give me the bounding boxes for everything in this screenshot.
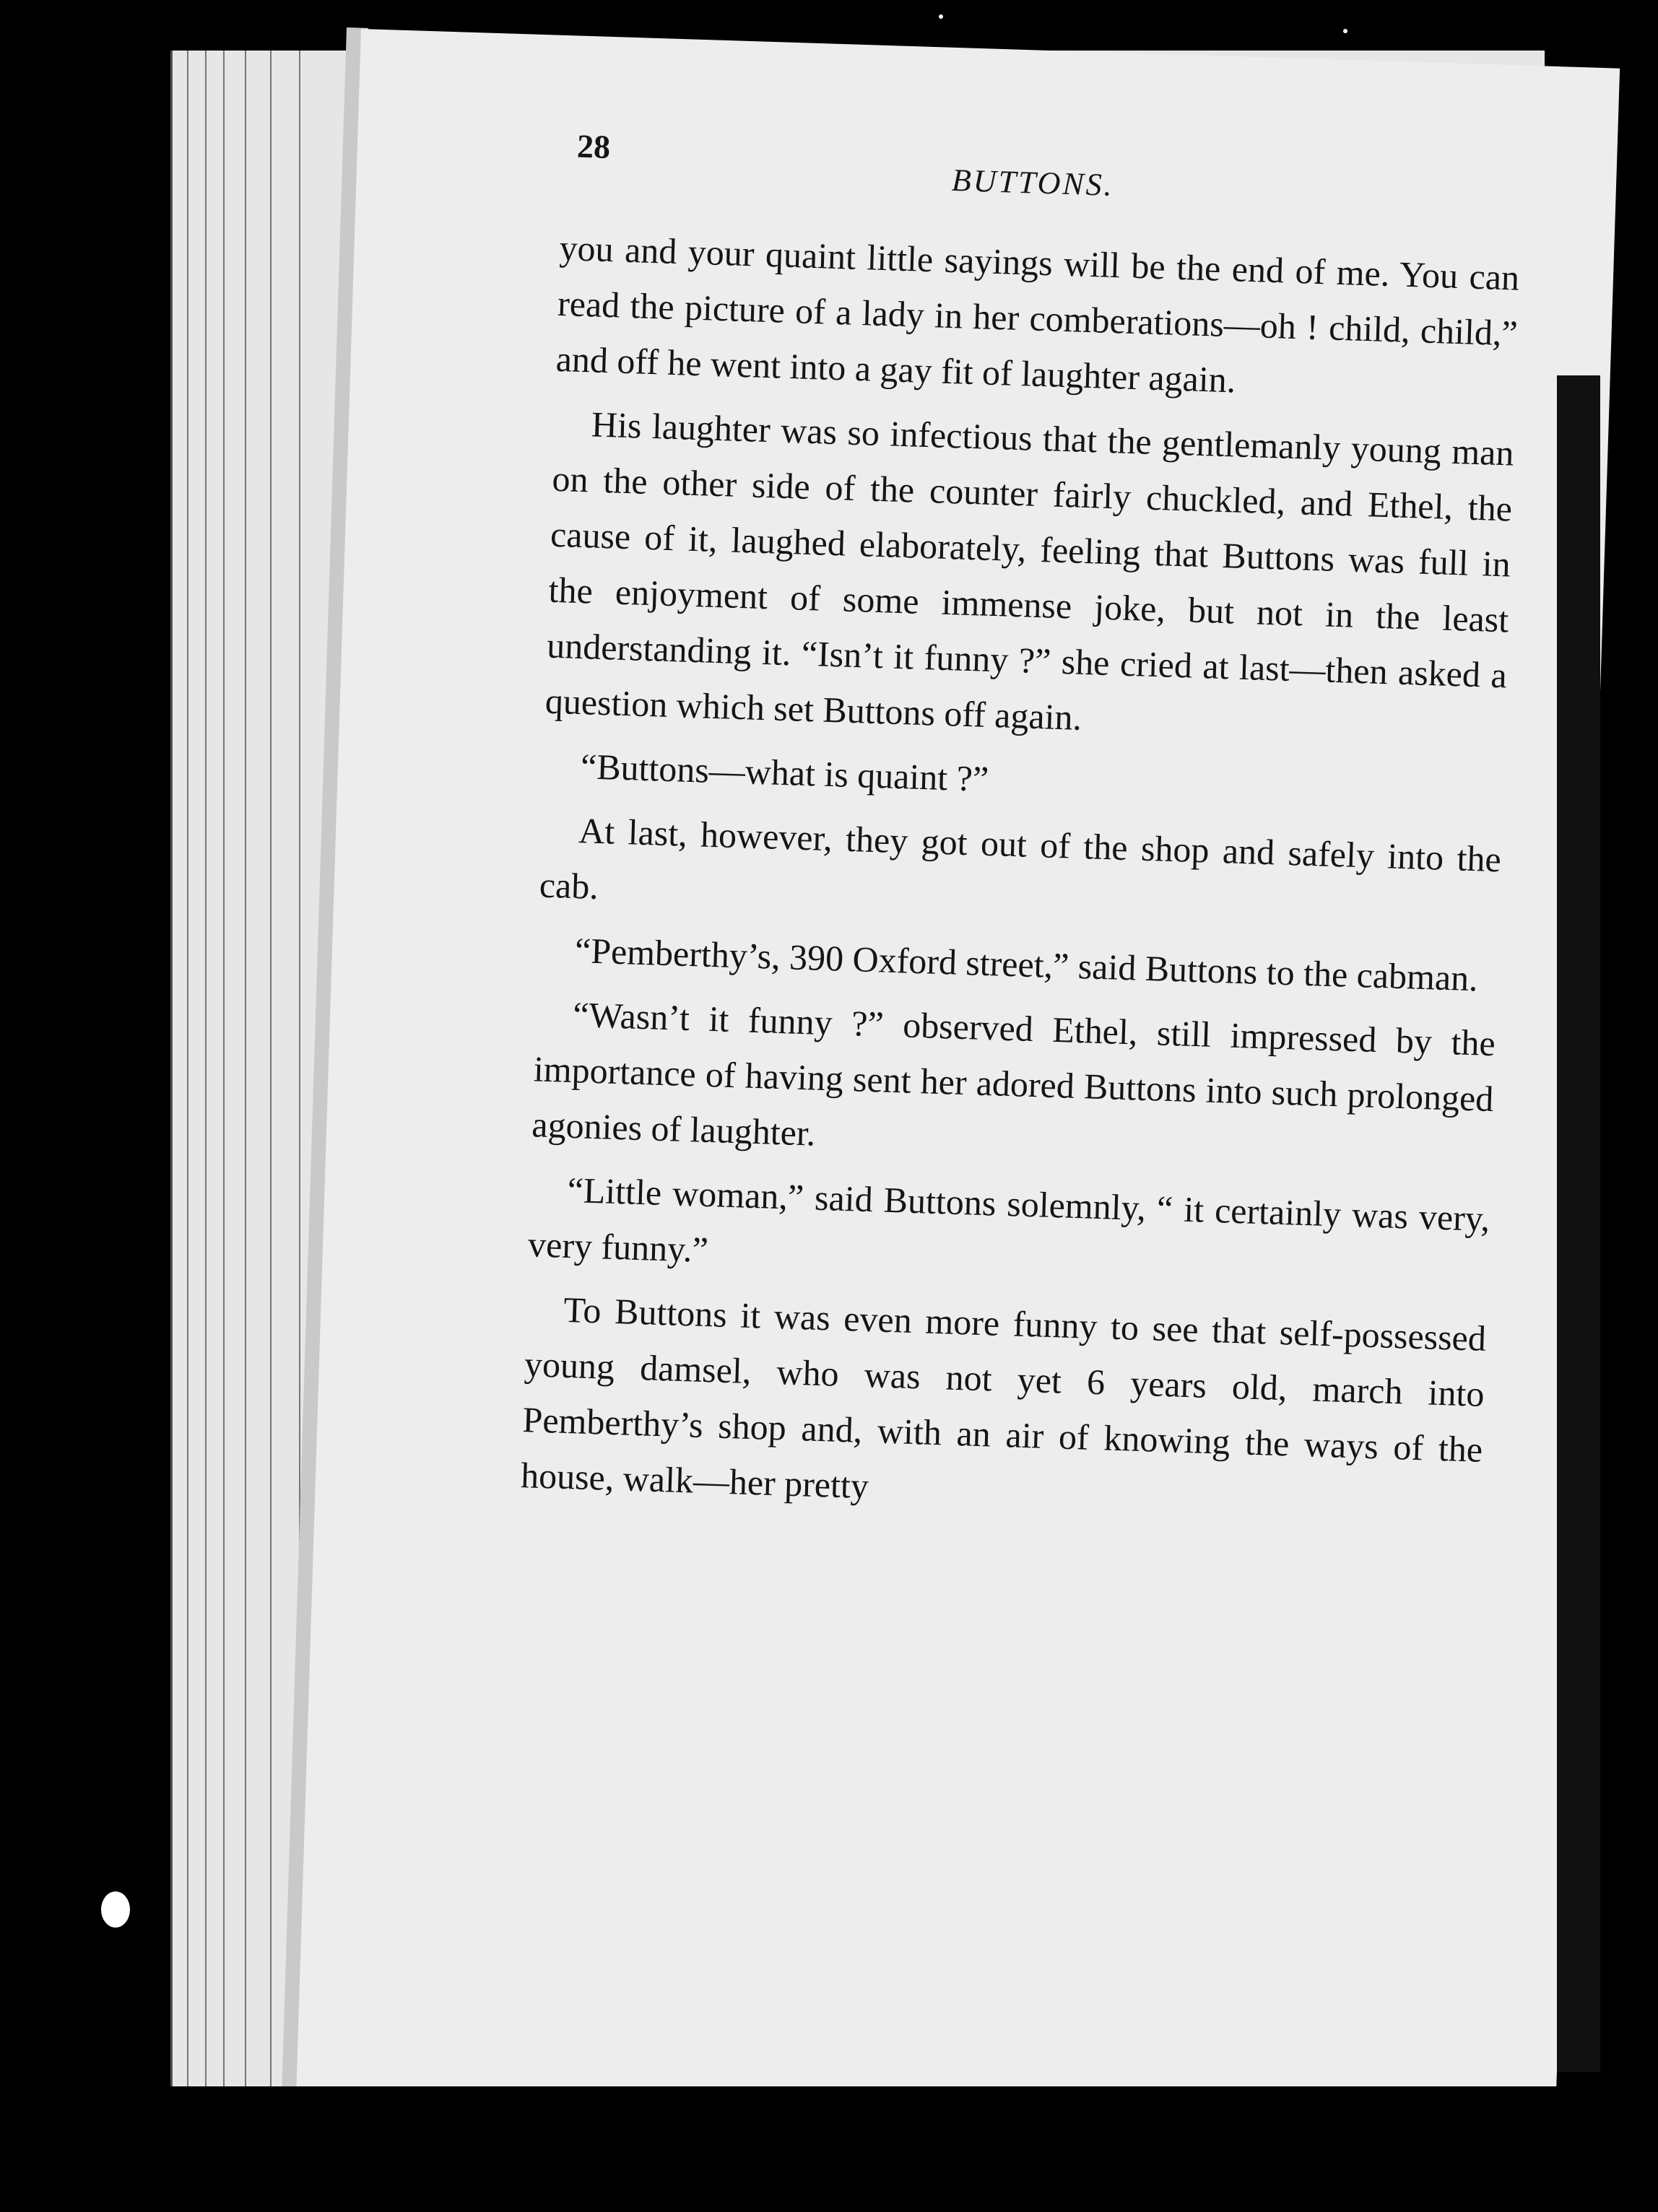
scan-speck (939, 14, 943, 19)
paragraph: At last, however, they got out of the shop and safely into the cab. (539, 810, 1502, 907)
page-text-block (520, 126, 1524, 1542)
running-head: BUTTONS. (951, 162, 1115, 203)
page-edge-line (245, 51, 246, 2086)
body-text (520, 220, 1520, 1533)
torn-page-edge (1557, 375, 1600, 2072)
bottom-border (0, 2086, 1658, 2212)
paragraph: His laughter was so infectious that the gentlemanly young man on the other side of the counter fairly chuckled, and Ethel, the cause of it, laughed elaborately, feeling that Buttons was full in the enjoyment of some immense joke, but not in the least understanding it. “Isn’t it funny ?” she cried at last—then asked a question which set Buttons off again. (544, 404, 1515, 738)
page-number: 28 (576, 127, 611, 166)
scan-speck (1343, 29, 1347, 33)
page-edge-line (187, 51, 188, 2086)
paragraph: “Buttons—what is quaint ?” (580, 746, 989, 799)
page-edge-line (223, 51, 225, 2086)
page-edge-line (205, 51, 207, 2086)
paragraph: To Buttons it was even more funny to see that self-possessed young damsel, who was not yet 6 years old, march into Pemberthy’s shop and, with an air of knowing the ways of the house, walk—her pretty (520, 1289, 1487, 1507)
paragraph: “Pemberthy’s, 390 Oxford street,” said Buttons to the cabman. (574, 930, 1479, 999)
paragraph: “Little woman,” said Buttons solemnly, “ it certainly was very, very funny.” (527, 1169, 1490, 1271)
scan-speck (101, 1891, 130, 1928)
page-edge-line (270, 51, 272, 2086)
paragraph: “Wasn’t it funny ?” observed Ethel, still impressed by the importance of having sent her adored Buttons into such prolonged agonies of laughter. (531, 994, 1496, 1154)
paragraph: you and your quaint little sayings will be the end of me. You can read the picture of a lady in her comberations—oh ! child, child,” and off he went into a gay fit of laughter again. (555, 227, 1520, 401)
